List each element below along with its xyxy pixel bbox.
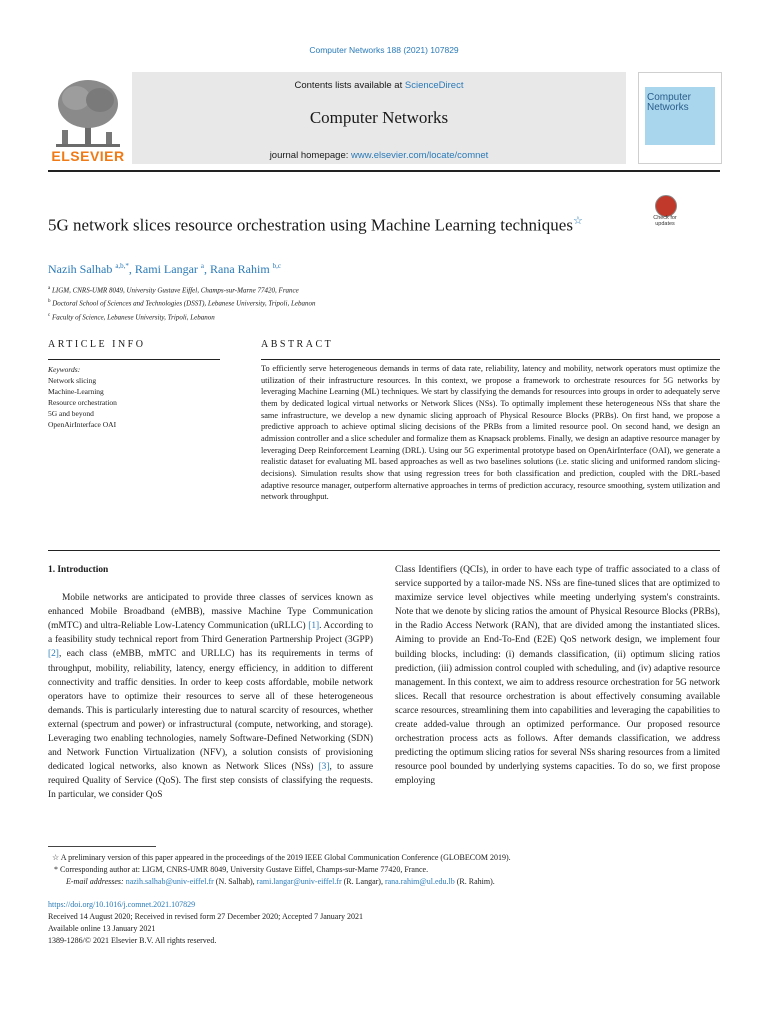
journal-header [48, 70, 720, 166]
section-heading: 1. Introduction [48, 565, 109, 575]
keyword: Machine-Learning [48, 387, 104, 396]
body-paragraph: Mobile networks are anticipated to provide three classes of services known as enhanced Mobile Broadband (eMBB), massive Machine Type Communication (mMTC) and ultra-Reliable Low-Latency Communication (uRLLC) [1]. According to a feasibility study technical report from Third Generation Partnership Project (3GPP) [2], each class (eMBB, mMTC and URLLC) has its requirements in terms of throughput, mobility, reliability, latency, energy efficiency, in addition to different connectivity and traffic densities. In order to keep costs affordable, mobile network operators have to optimize their resources to serve all of these heterogeneous demands. This is particularly interesting due to natural scarcity of resources, whether external (spectrum and power) or infrastructural (compute, networking, and storage). Leveraging two enabling technologies, namely Software-Defined Networking (SDN) and Network Function Virtualization (NFV), a solution consists of provisioning dedicated logical networks, also known as Network Slices (NSs) [3], to assure required Quality of Service (QoS). The first step consists of classifying the requests. In particular, we consider QoS [48, 593, 374, 801]
body-right-column [395, 563, 720, 789]
keywords-block [48, 364, 218, 430]
affiliations [48, 283, 315, 323]
citation-link[interactable]: [3] [318, 762, 330, 773]
abstract-heading: ABSTRACT [261, 339, 334, 350]
homepage-line: journal homepage: www.elsevier.com/locate/comnet [269, 150, 489, 161]
bookmark-icon [655, 195, 677, 217]
citation-link[interactable]: [1] [308, 621, 320, 632]
title-footnote-mark[interactable]: ☆ [572, 215, 583, 227]
received-dates: Received 14 August 2020; Received in revised form 27 December 2020; Accepted 7 January 2021 [48, 912, 364, 921]
abstract-text: To efficiently serve heterogeneous demands in terms of data rate, reliability, latency and mobility, network operators must optimize the utilization of their infrastructure resources. In this context, we propose a framework to orchestrate resources for 5G networks by leveraging Machine Learning (ML) techniques. We start by classifying the demands for resources into groups in order to adequately serve them by dedicated logical virtual networks or Network Slices (NSs). To optimally implement these heterogeneous NSs that share the same infrastructure, we develop a new dynamic slicing approach of Physical Resource Blocks (PRBs). On first hand, we propose a predictive approach to achieve optimal slicing decisions of the PRBs from a limited resource pool. On second hand, we design an admission controller and a slice scheduler and formalize them as Knapsack problems. Finally, we design an adaptive resource manager by leveraging Deep Reinforcement Learning (DRL). Using our 5G experimental prototype based on OpenAirInterface (OAI), we generate a realistic dataset for evaluating ML based approaches as well as two baselines solutions (i.e. static slicing and uniformed random slicing-decisions). Simulation results show that using regression trees for both classification and prediction, coupled with the DRL-based adaptive resource manager, outperform alternative approaches in terms of prediction accuracy, resource smoothing, system utilization and network throughput. [261, 364, 720, 502]
keyword: OpenAirInterface OAI [48, 420, 117, 429]
author-link[interactable]: Rana Rahim [210, 262, 270, 276]
author-list: Nazih Salhab $^{a,b,*}$, Rami Langar $^a$, Rana Rahim $^{b,c}$ [48, 262, 282, 276]
keywords-label: Keywords: [48, 365, 81, 374]
doi-link[interactable]: https://doi.org/10.1016/j.comnet.2021.107829 [48, 900, 196, 909]
body-paragraph: Class Identifiers (QCIs), in order to have each type of traffic associated to a class of service supported by a tailor-made NS. NSs are fine-tuned slices that are optimized to maximize service level objectives while meeting underlying system's constraints. Note that we denote by slicing ratios the amount of Physical Resource Blocks (PRBs), in the Radio Access Network (RAN), that are divided among the instantiated slices. Aiming to provide an End-To-End (E2E) QoS network design, we implement four building blocks, including: (i) demands classification, (ii) optimum slicing ratios prediction, (iii) admission control coupled with scheduling, and (iv) adaptive resource management. In this context, we aim to address resource orchestration for 5G network slices. Recall that resource orchestration is about effectively consuming available scarce resources, streamlining them into capabilities and leveraging the capabilities to create added-value through an optimized performance. Our proposed resource orchestration process acts as follows. After demands classification, we address predicting the optimum slicing ratios for several NSs sharing resources from a limited resource pool bounded by underlying systems capacities. To do so, we first propose employing [395, 565, 720, 787]
footnote-rule [48, 846, 156, 847]
body-left-column [48, 563, 373, 803]
author-link[interactable]: Rami Langar [134, 262, 198, 276]
info-rule [48, 359, 220, 360]
publisher-logo-text: ELSEVIER [51, 148, 125, 164]
email-link[interactable]: nazih.salhab@univ-eiffel.fr [125, 877, 214, 886]
abstract-rule [261, 359, 720, 360]
abstract-bottom-rule [48, 550, 720, 551]
footnote: * Corresponding author at: LIGM, CNRS-UMR 8049, University Gustave Eiffel, Champs-sur-Marne 77420, France. [54, 865, 429, 874]
header-rule [48, 170, 720, 172]
email-footnote: E-mail addresses: nazih.salhab@univ-eiffel.fr (N. Salhab), rami.langar@univ-eiffel.fr (R. Langar), rana.rahim@ul.edu.lb (R. Rahim). [66, 877, 495, 886]
citation-link[interactable]: [2] [48, 649, 59, 660]
homepage-link[interactable]: www.elsevier.com/locate/comnet [351, 150, 489, 161]
copyright: 1389-1286/© 2021 Elsevier B.V. All rights reserved. [48, 936, 217, 945]
author-link[interactable]: Nazih Salhab [48, 262, 113, 276]
online-date: Available online 13 January 2021 [48, 924, 156, 933]
contents-line: Contents lists available at ScienceDirect [294, 80, 464, 91]
cover-title: Computer Networks [647, 92, 691, 113]
sciencedirect-link[interactable]: ScienceDirect [404, 80, 464, 91]
check-for-updates-badge[interactable] [648, 195, 682, 231]
article-info-heading: ARTICLE INFO [48, 339, 146, 350]
keyword: 5G and beyond [48, 409, 94, 418]
article-title: 5G network slices resource orchestration using Machine Learning techniques☆ [48, 215, 583, 235]
affiliation: $^c$ Faculty of Science, Lebanese University, Tripoli, Lebanon [48, 312, 215, 321]
email-link[interactable]: rami.langar@univ-eiffel.fr [256, 877, 342, 886]
footnotes [48, 852, 720, 888]
journal-cover-image [638, 72, 722, 164]
journal-name: Computer Networks [309, 108, 449, 127]
keyword: Network slicing [48, 376, 97, 385]
email-link[interactable]: rana.rahim@ul.edu.lb [384, 877, 455, 886]
footnote: ☆ A preliminary version of this paper appeared in the proceedings of the 2019 IEEE Global Communication Conference (GLOBECOM 2019). [52, 853, 511, 862]
affiliation: $^b$ Doctoral School of Sciences and Technologies (DSST), Lebanese University, Tripoli, Lebanon [48, 299, 316, 308]
affiliation: $^a$ LIGM, CNRS-UMR 8049, University Gustave Eiffel, Champs-sur-Marne 77420, France [48, 286, 299, 295]
keyword: Resource orchestration [48, 398, 117, 407]
journal-citation[interactable]: Computer Networks 188 (2021) 107829 [309, 45, 459, 55]
publication-info [48, 899, 363, 947]
badge-label: Check for updates [653, 215, 677, 227]
